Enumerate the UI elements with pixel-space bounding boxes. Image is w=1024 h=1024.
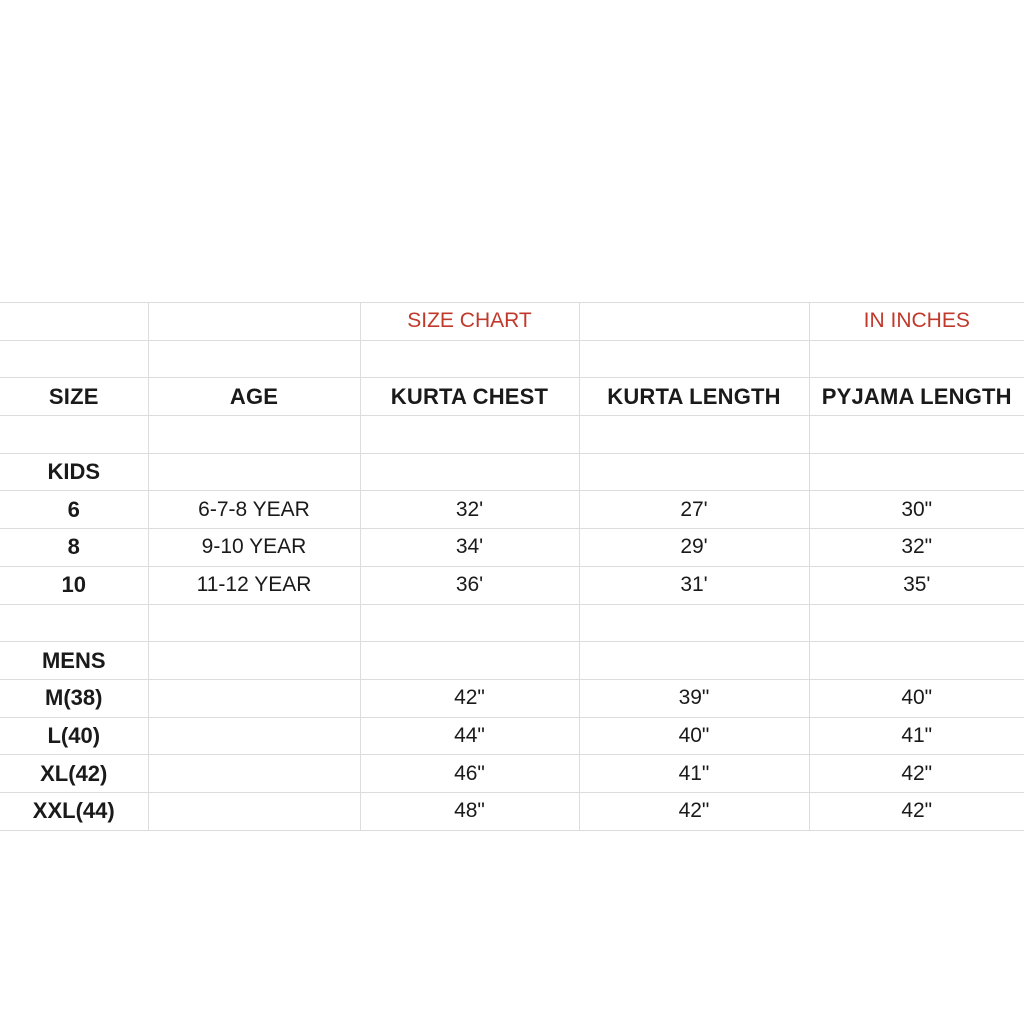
age-cell (148, 792, 360, 830)
kurta-chest-cell: 34' (360, 529, 579, 567)
cell-empty (148, 340, 360, 378)
kurta-length-cell: 39" (579, 679, 809, 717)
pyjama-length-cell: 35' (809, 566, 1024, 604)
cell-empty (809, 604, 1024, 642)
cell-empty (809, 642, 1024, 680)
header-kurta-length: KURTA LENGTH (579, 378, 809, 416)
age-cell (148, 679, 360, 717)
cell-empty (579, 340, 809, 378)
cell-empty (148, 303, 360, 341)
cell-empty (360, 416, 579, 454)
age-cell (148, 755, 360, 793)
cell-empty (0, 340, 148, 378)
blank-row (0, 340, 1024, 378)
kurta-length-cell: 27' (579, 491, 809, 529)
table-row (0, 679, 1024, 717)
cell-empty (0, 303, 148, 341)
cell-empty (579, 416, 809, 454)
table-row (0, 491, 1024, 529)
kurta-length-cell: 42" (579, 792, 809, 830)
pyjama-length-cell: 30" (809, 491, 1024, 529)
table-row (0, 529, 1024, 567)
cell-empty (579, 453, 809, 491)
header-kurta-chest: KURTA CHEST (360, 378, 579, 416)
kurta-length-cell: 41" (579, 755, 809, 793)
section-label-mens: MENS (0, 642, 148, 680)
kurta-chest-cell: 42" (360, 679, 579, 717)
kurta-length-cell: 40" (579, 717, 809, 755)
cell-empty (809, 453, 1024, 491)
section-row-kids (0, 453, 1024, 491)
size-cell: 8 (0, 529, 148, 567)
pyjama-length-cell: 42" (809, 792, 1024, 830)
pyjama-length-cell: 32" (809, 529, 1024, 567)
pyjama-length-cell: 40" (809, 679, 1024, 717)
size-cell: XL(42) (0, 755, 148, 793)
table-row (0, 792, 1024, 830)
cell-empty (579, 604, 809, 642)
kurta-chest-cell: 46" (360, 755, 579, 793)
age-cell: 9-10 YEAR (148, 529, 360, 567)
size-cell: 10 (0, 566, 148, 604)
cell-empty (0, 416, 148, 454)
cell-empty (148, 416, 360, 454)
in-inches-note: IN INCHES (809, 303, 1024, 341)
size-cell: 6 (0, 491, 148, 529)
section-row-mens (0, 642, 1024, 680)
cell-empty (360, 642, 579, 680)
cell-empty (360, 453, 579, 491)
blank-row (0, 604, 1024, 642)
cell-empty (809, 340, 1024, 378)
section-label-kids: KIDS (0, 453, 148, 491)
size-cell: M(38) (0, 679, 148, 717)
cell-empty (360, 604, 579, 642)
pyjama-length-cell: 41" (809, 717, 1024, 755)
header-pyjama-length: PYJAMA LENGTH (809, 378, 1024, 416)
table-row (0, 755, 1024, 793)
kurta-chest-cell: 32' (360, 491, 579, 529)
age-cell (148, 717, 360, 755)
header-row (0, 378, 1024, 416)
cell-empty (148, 453, 360, 491)
header-age: AGE (148, 378, 360, 416)
cell-empty (579, 303, 809, 341)
size-chart-table (0, 302, 1024, 831)
cell-empty (148, 604, 360, 642)
kurta-chest-cell: 48" (360, 792, 579, 830)
cell-empty (360, 340, 579, 378)
kurta-chest-cell: 36' (360, 566, 579, 604)
age-cell: 11-12 YEAR (148, 566, 360, 604)
table-row (0, 717, 1024, 755)
cell-empty (148, 642, 360, 680)
kurta-length-cell: 29' (579, 529, 809, 567)
kurta-length-cell: 31' (579, 566, 809, 604)
title-row (0, 303, 1024, 341)
size-cell: XXL(44) (0, 792, 148, 830)
pyjama-length-cell: 42" (809, 755, 1024, 793)
header-size: SIZE (0, 378, 148, 416)
cell-empty (0, 604, 148, 642)
age-cell: 6-7-8 YEAR (148, 491, 360, 529)
cell-empty (809, 416, 1024, 454)
table-row (0, 566, 1024, 604)
blank-row (0, 416, 1024, 454)
kurta-chest-cell: 44" (360, 717, 579, 755)
cell-empty (579, 642, 809, 680)
size-chart-title: SIZE CHART (360, 303, 579, 341)
size-cell: L(40) (0, 717, 148, 755)
